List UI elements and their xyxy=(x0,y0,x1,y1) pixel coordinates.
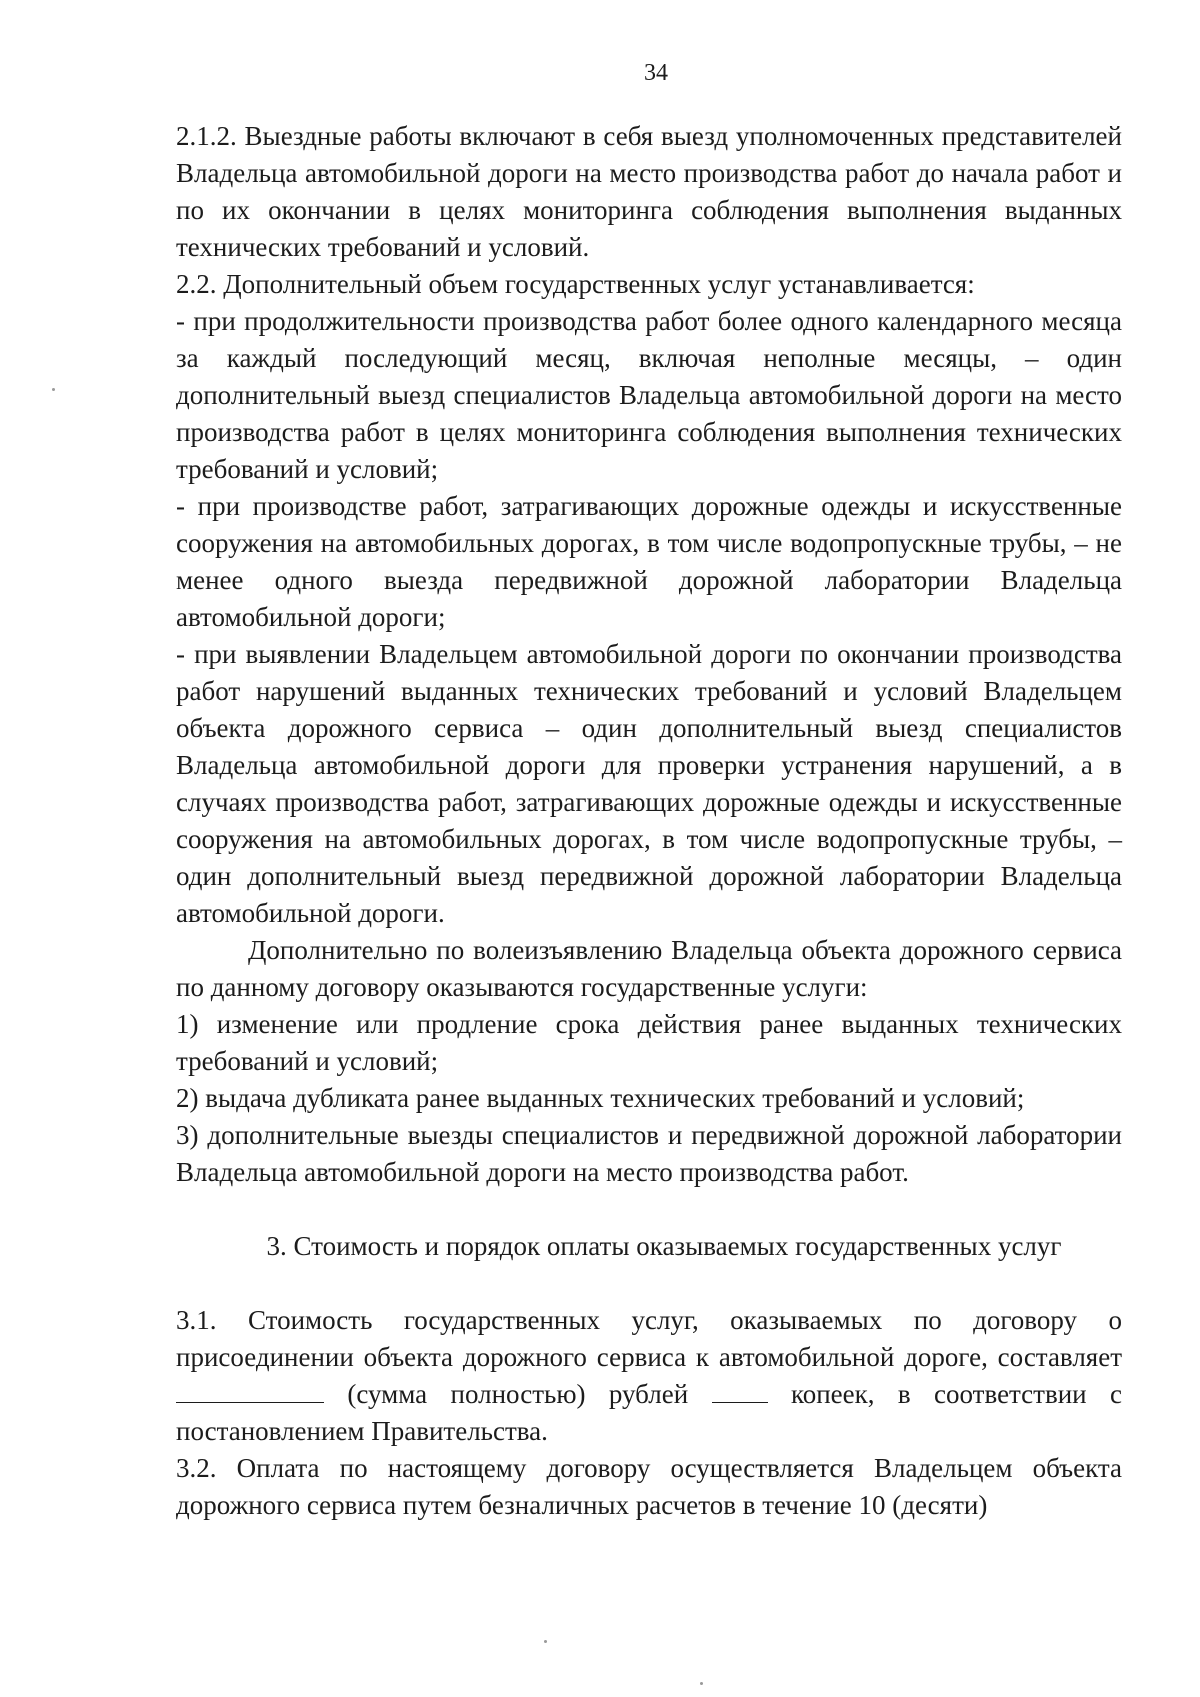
scan-speck xyxy=(52,388,55,391)
paragraph-3-1-kopeks: копеек, в соответствии с постановлением Правительства. xyxy=(176,1379,1122,1446)
list-item-dash-2: - при производстве работ, затрагивающих дорожные одежды и искусственные сооружения на автомобильных дорогах, в том числе водопропускные трубы, – не менее одного выезда передвижной дорожной лаборатории Владельца автомобильной дороги; xyxy=(176,491,1122,632)
sum-blank-field xyxy=(176,1380,324,1403)
list-item-3: 3) дополнительные выезды специалистов и передвижной дорожной лаборатории Владельца автомобильной дороги на место производства работ. xyxy=(176,1120,1122,1187)
list-item-2: 2) выдача дубликата ранее выданных технических требований и условий; xyxy=(176,1083,1025,1113)
list-item-dash-3: - при выявлении Владельцем автомобильной дороги по окончании производства работ нарушений выданных технических требований и условий Владельцем объекта дорожного сервиса – один дополнительный выезд специалистов Владельца автомобильной дороги для проверки устранения нарушений, а в случаях производства работ, затрагивающих дорожные одежды и искусственные сооружения на автомобильных дорогах, в том числе водопропускные трубы, – один дополнительный выезд передвижной дорожной лаборатории Владельца автомобильной дороги. xyxy=(176,639,1122,928)
section-heading-3: 3. Стоимость и порядок оплаты оказываемых государственных услуг xyxy=(266,1231,1062,1261)
scan-speck xyxy=(544,1640,547,1643)
paragraph-3-1 xyxy=(176,1302,1122,1450)
paragraph-3-2: 3.2. Оплата по настоящему договору осуществляется Владельцем объекта дорожного сервиса путем безналичных расчетов в течение 10 (десяти) xyxy=(176,1453,1122,1520)
list-item-1: 1) изменение или продление срока действия ранее выданных технических требований и условий; xyxy=(176,1009,1122,1076)
paragraph-3-1-start: 3.1. Стоимость государственных услуг, оказываемых по договору о присоединении объекта дорожного сервиса к автомобильной дороге, составляет xyxy=(176,1305,1122,1372)
paragraph-3-1-sum: (сумма полностью) рублей xyxy=(347,1379,689,1409)
scan-speck xyxy=(700,1682,703,1685)
document-body xyxy=(176,118,1122,1524)
list-item-dash-1: - при продолжительности производства работ более одного календарного месяца за каждый последующий месяц, включая неполные месяцы, – один дополнительный выезд специалистов Владельца автомобильной дороги на место производства работ в целях мониторинга соблюдения выполнения технических требований и условий; xyxy=(176,306,1122,484)
paragraph-2-1-2: 2.1.2. Выездные работы включают в себя выезд уполномоченных представителей Владельца автомобильной дороги на место производства работ до начала работ и по их окончании в целях мониторинга соблюдения выполнения выданных технических требований и условий. xyxy=(176,121,1122,262)
page-number: 34 xyxy=(644,60,668,86)
paragraph-additional-services: Дополнительно по волеизъявлению Владельца объекта дорожного сервиса по данному договору оказываются государственные услуги: xyxy=(176,935,1122,1002)
paragraph-2-2: 2.2. Дополнительный объем государственных услуг устанавливается: xyxy=(176,269,975,299)
kopeks-blank-field xyxy=(712,1380,768,1403)
